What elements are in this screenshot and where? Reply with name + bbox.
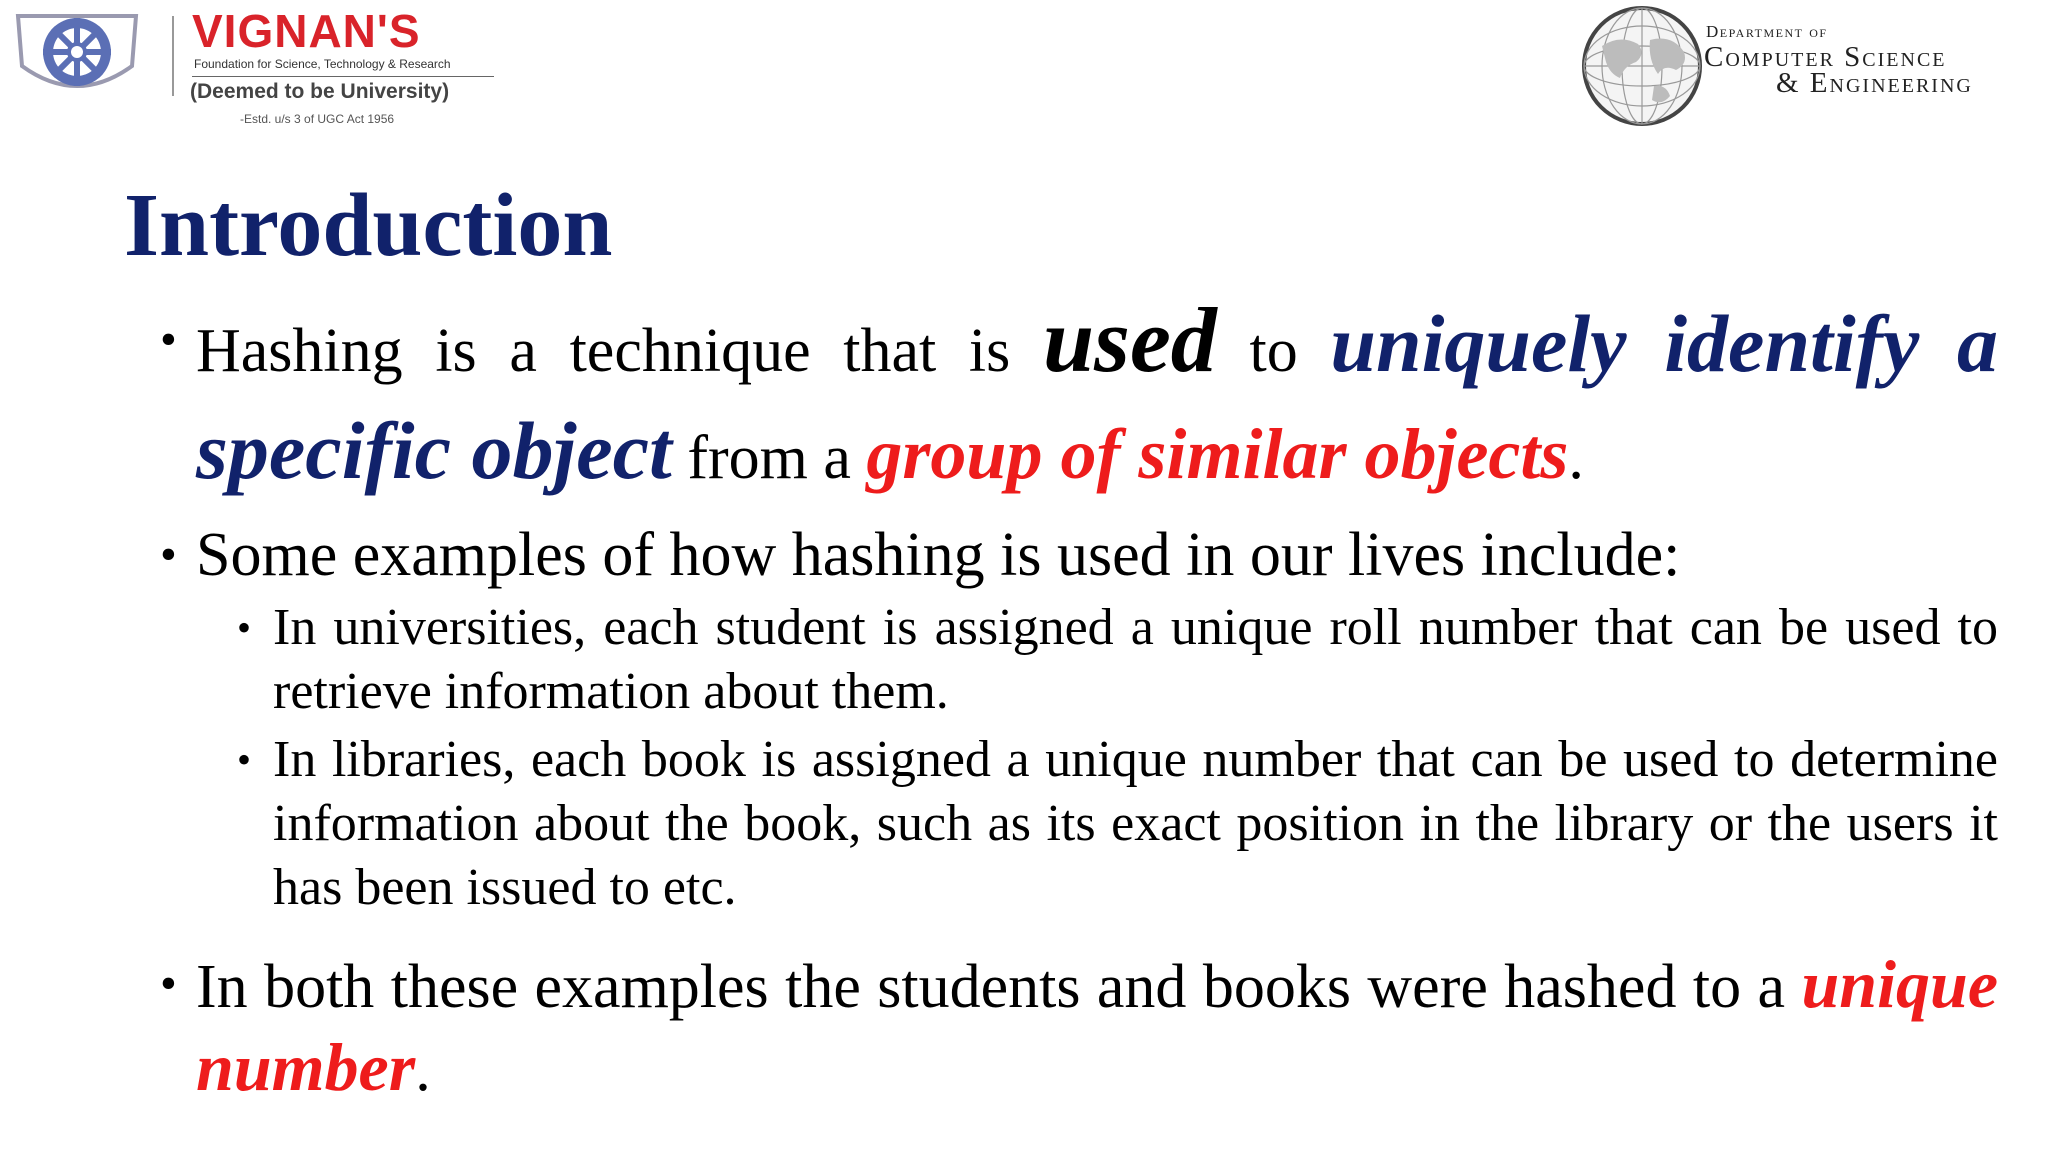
slide-title: Introduction <box>124 176 613 275</box>
university-emblem-icon <box>14 6 140 102</box>
logo-divider <box>172 16 174 96</box>
bullet3-text-1: In both these examples the students and books were hashed to a <box>196 953 1802 1021</box>
bullet-conclusion <box>160 944 1998 1110</box>
sub-bullet-libraries: • In libraries, each book is assigned a unique number that can be used to determine information about the book, such as its exact position in the library or the users it has been issued to etc. <box>237 728 1998 920</box>
globe-icon <box>1580 4 1704 128</box>
university-logo <box>14 6 494 124</box>
bullet1-text-4: . <box>1568 424 1584 492</box>
bullet-hashing-definition <box>160 290 1998 508</box>
bullet1-emphasis-identify: uniquely identify a specific object <box>196 298 1998 496</box>
department-logo <box>1580 4 2048 128</box>
bullet1-text-2: to <box>1216 317 1331 385</box>
university-tagline: Foundation for Science, Technology & Research <box>194 57 451 71</box>
department-name-line1: Computer Science <box>1704 41 1947 73</box>
bullet1-emphasis-used: used <box>1042 289 1217 391</box>
bullet3-emphasis-unique-number: unique number <box>196 946 1998 1105</box>
sub-bullet-universities: • In universities, each student is assigned a unique roll number that can be used to retrieve information about them. <box>237 596 1998 724</box>
university-name: VIGNAN'S <box>192 5 421 57</box>
bullet1-emphasis-group: group of similar objects <box>866 414 1569 494</box>
bullet1-text-1: Hashing is a technique that is <box>196 317 1043 385</box>
slide-body <box>160 290 1998 1110</box>
bullet1-text-3: from a <box>671 424 867 492</box>
department-name-line2: & Engineering <box>1776 67 1973 99</box>
university-established: -Estd. u/s 3 of UGC Act 1956 <box>240 112 395 126</box>
department-label: Department of <box>1706 22 1828 41</box>
bullet3-text-2: . <box>415 1036 431 1104</box>
university-deemed: (Deemed to be University) <box>190 80 450 103</box>
bullet-examples: • Some examples of how hashing is used in our lives include: <box>160 518 1998 592</box>
logo-rule <box>192 76 494 77</box>
